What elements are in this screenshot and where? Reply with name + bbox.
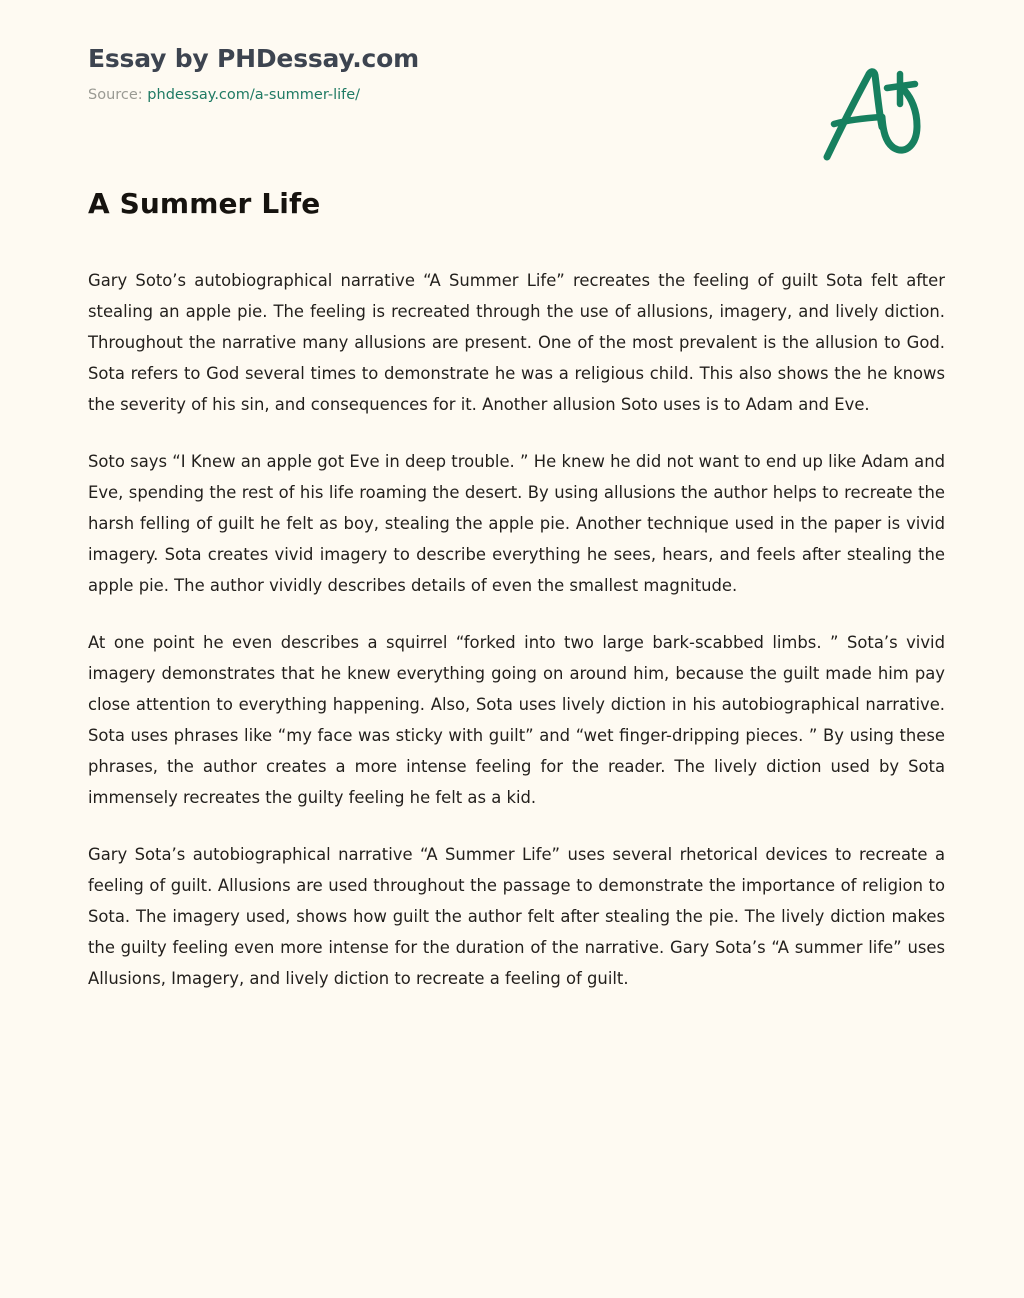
paragraph: Soto says “I Knew an apple got Eve in deep trouble. ” He knew he did not want to end up like Adam and Eve, spending the rest of his life roaming the desert. By using allusions the author helps to recreate the harsh felling of guilt he felt as boy, stealing the apple pie. Another technique used in the paper is vivid imagery. Sota creates vivid imagery to describe everything he sees, hears, and feels after stealing the apple pie. The author vividly describes details of even the smallest magnitude. xyxy=(88,452,945,595)
source-label: Source: xyxy=(88,87,143,103)
essay-body xyxy=(88,265,945,994)
paragraph: Gary Soto’s autobiographical narrative “A Summer Life” recreates the feeling of guilt Sota felt after stealing an apple pie. The feeling is recreated through the use of allusions, imagery, and lively diction. Throughout the narrative many allusions are present. One of the most prevalent is the allusion to God. Sota refers to God several times to demonstrate he was a religious child. This also shows the he knows the severity of his sin, and consequences for it. Another allusion Soto uses is to Adam and Eve. xyxy=(88,271,945,414)
source-url-link[interactable]: phdessay.com/a-summer-life/ xyxy=(147,87,361,103)
brand-title: Essay by PHDessay.com xyxy=(88,44,419,73)
a-plus-grade-icon xyxy=(812,60,932,165)
paragraph: At one point he even describes a squirrel “forked into two large bark-scabbed limbs. ” Sota’s vivid imagery demonstrates that he knew everything going on around him, because the guilt made him pay close attention to everything happening. Also, Sota uses lively diction in his autobiographical narrative. Sota uses phrases like “my face was sticky with guilt” and “wet finger-dripping pieces. ” By using these phrases, the author creates a more intense feeling for the reader. The lively diction used by Sota immensely recreates the guilty feeling he felt as a kid. xyxy=(88,633,945,807)
page-title: A Summer Life xyxy=(88,187,321,220)
paragraph: Gary Sota’s autobiographical narrative “A Summer Life” uses several rhetorical devices to recreate a feeling of guilt. Allusions are used throughout the passage to demonstrate the importance of religion to Sota. The imagery used, shows how guilt the author felt after stealing the pie. The lively diction makes the guilty feeling even more intense for the duration of the narrative. Gary Sota’s “A summer life” uses Allusions, Imagery, and lively diction to recreate a feeling of guilt. xyxy=(88,845,945,988)
phdessay-logo[interactable] xyxy=(812,60,932,165)
